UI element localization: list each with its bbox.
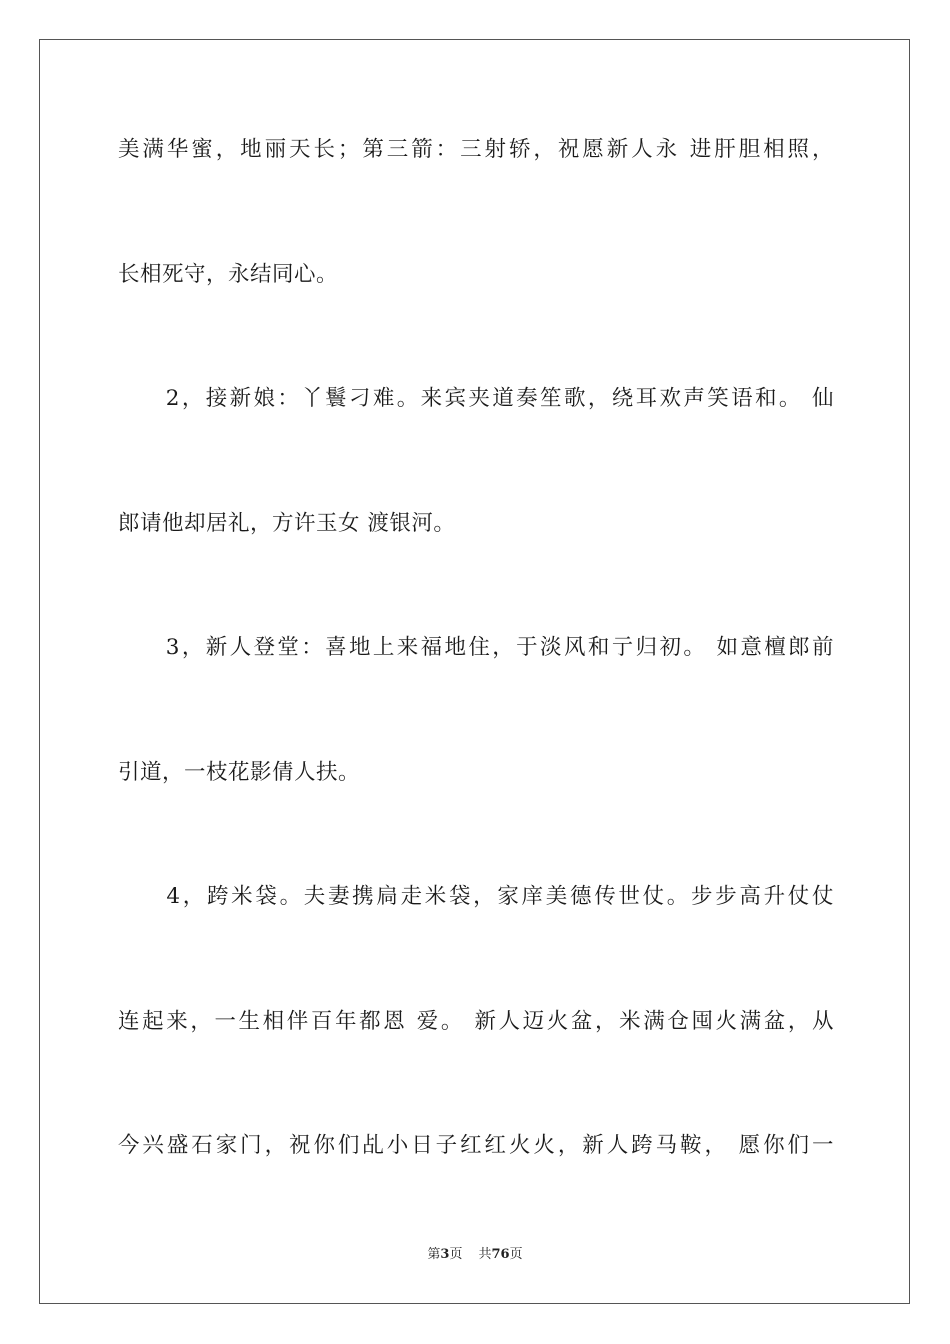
body-text-line-3: 2，接新娘：丫鬟刁难。来宾夹道奏笙歌，绕耳欢声笑语和。 仙 bbox=[118, 386, 834, 411]
page-border bbox=[39, 39, 910, 1304]
body-text-line-9: 今兴盛石家门，祝你们乩小日子红红火火，新人跨马鞍， 愿你们一 bbox=[118, 1133, 834, 1158]
body-text-line-8: 连起来，一生相伴百年都恩 爱。 新人迈火盆，米满仓囤火满盆，从 bbox=[118, 1009, 834, 1034]
total-prefix: 共 bbox=[478, 1247, 492, 1262]
page-prefix: 第 bbox=[427, 1247, 441, 1262]
page-number: 3 bbox=[440, 1247, 450, 1262]
body-text-line-7: 4，跨米袋。夫妻携扃走米袋，家庠美德传世仗。步步高升仗仗 bbox=[118, 884, 834, 909]
total-pages: 76 bbox=[491, 1247, 510, 1262]
total-suffix: 页 bbox=[509, 1247, 523, 1262]
body-text-line-6: 引道，一枝花影倩人扶。 bbox=[118, 760, 361, 785]
page-footer bbox=[0, 1246, 950, 1264]
body-text-line-2: 长相死守，永结同心。 bbox=[118, 262, 339, 287]
page-suffix: 页 bbox=[449, 1247, 463, 1262]
body-text-line-1: 美满华蜜，地丽天长；第三箭：三射轿，祝愿新人永 进肝胆相照， bbox=[118, 137, 834, 162]
body-text-line-5: 3，新人登堂：喜地上来福地住，于淡风和亍归初。 如意檀郎前 bbox=[118, 635, 834, 660]
body-text-line-4: 郎请他却居礼，方许玉女 渡银河。 bbox=[118, 511, 456, 536]
